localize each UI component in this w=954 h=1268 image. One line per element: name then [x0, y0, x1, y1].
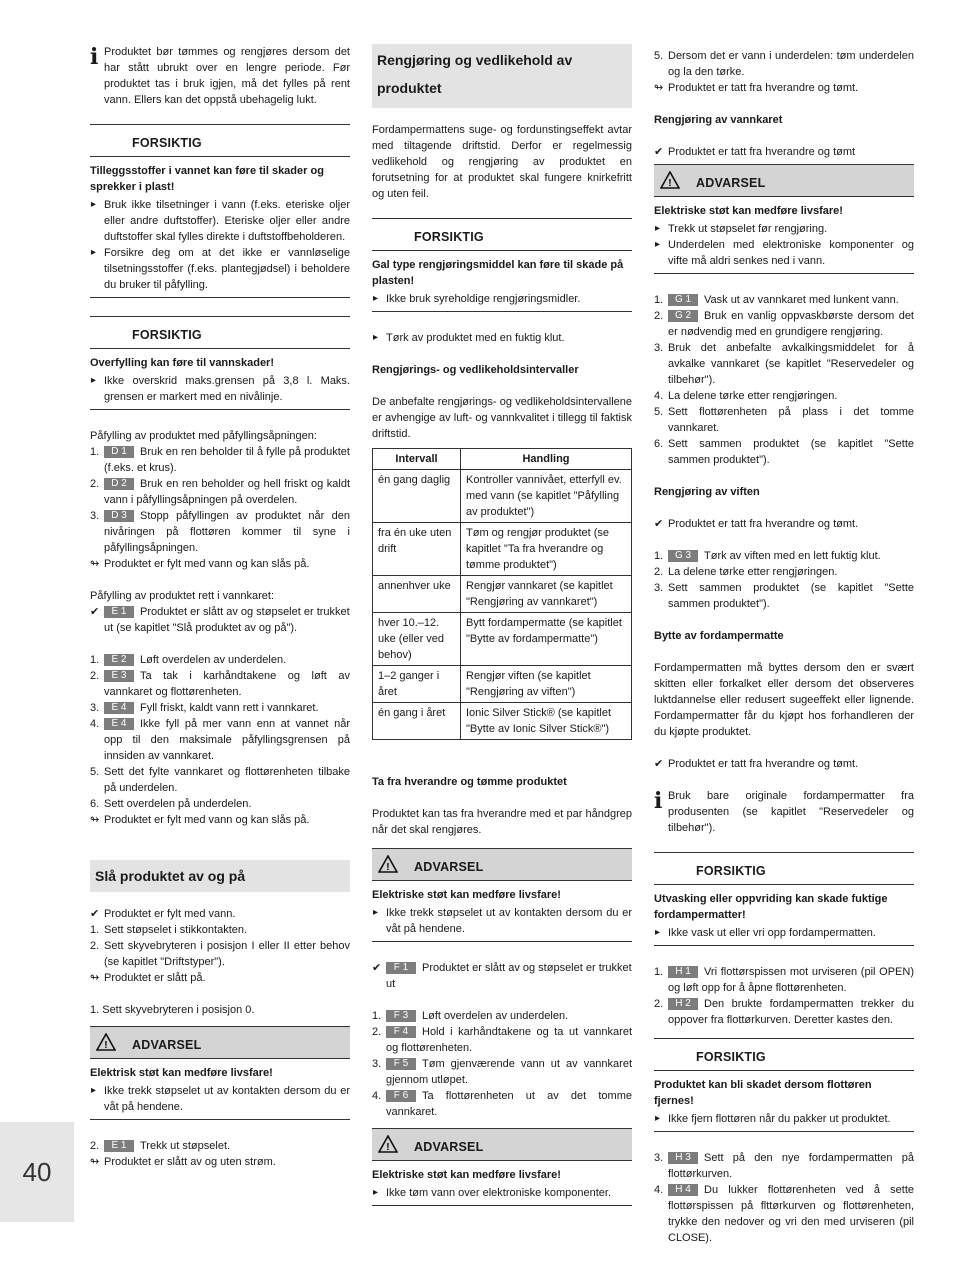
step: 5. Sett det fylte vannkaret og flottørenheten tilbake på underdelen.	[90, 766, 350, 794]
warning-triangle-icon	[660, 171, 680, 189]
warning-box: Elektrisk støt kan medføre livsfare! ▸ Ikke trekk støpselet ut av kontakten dersom du er våt på hendene.	[90, 1065, 350, 1120]
precondition: ✔ Produktet er tatt fra hverandre og tømt.	[654, 758, 859, 770]
result-line: ↬ Produktet er slått på.	[90, 972, 206, 984]
fill-intro: Påfylling av produktet med påfyllingsåpningen:	[90, 430, 317, 442]
caution-box: Gal type rengjøringsmiddel kan føre til skade på plasten! ▸ Ikke bruk syreholdige rengjøringsmidler.	[372, 257, 632, 312]
info-note: i Produktet bør tømmes og rengjøres dersom det har stått ubrukt over en lengre periode. Før produktet tas i bruk igjen, må det fylles på rent vann. Ellers kan det oppstå ubehagelig lukt.	[90, 44, 350, 106]
caution-box: Utvasking eller oppvriding kan skade fuktige fordampermatter! ▸ Ikke vask ut eller vri opp fordampermatten.	[654, 891, 914, 946]
step: 1. F 3 Løft overdelen av underdelen.	[372, 1010, 569, 1022]
figure-ref: F 5	[386, 1058, 416, 1070]
table-row: 1–2 ganger i året Rengjør viften (se kapitlet "Rengjøring av viften")	[373, 666, 632, 703]
caution-box: Produktet kan bli skadet dersom flottøren fjernes! ▸ Ikke fjern flottøren når du pakker ut produktet.	[654, 1077, 914, 1132]
figure-ref: D 1	[104, 446, 134, 458]
check-icon: ✔	[654, 518, 664, 530]
precondition: ✔ E 1 Produktet er slått av og støpselet er trukket ut (se kapitlet "Slå produktet av og på").	[90, 606, 350, 634]
check-icon: ✔	[654, 758, 664, 770]
warning-triangle-icon	[378, 1135, 398, 1153]
step: 4. E 4 Ikke fyll på mer vann enn at vannet når opp til den maksimale påfyllingsgrensen på innsiden av vannkaret.	[90, 718, 350, 762]
check-icon: ✔	[654, 146, 664, 158]
precondition: ✔ Produktet er tatt fra hverandre og tømt	[654, 146, 856, 158]
paragraph: De anbefalte rengjørings- og vedlikeholdsintervallene er avhengige av luft- og vannkvalitet i tillegg til faktisk driftstid.	[372, 396, 632, 440]
info-note: i Bruk bare originale fordampermatter fra produsenten (se kapitlet "Reservedeler og tilbehør").	[654, 788, 914, 834]
table-row: hver 10.–12. uke (eller ved behov) Bytt fordampermatte (se kapitlet "Bytte av fordampermatte")	[373, 613, 632, 666]
step: 2. D 2 Bruk en ren beholder og hell friskt og kaldt vann i påfyllingsåpningen på overdelen.	[90, 478, 350, 506]
info-icon: i	[90, 44, 99, 70]
step: 3. F 5 Tøm gjenværende vann ut av vannkaret gjennom utløpet.	[372, 1058, 632, 1086]
subheading: Bytte av fordampermatte	[654, 630, 784, 642]
tank-intro: Påfylling av produktet rett i vannkaret:	[90, 590, 275, 602]
paragraph: Fordampermatten må byttes dersom den er svært skitten eller forkalket eller dersom det observeres luktdannelse eller redusert sugeeffekt eller lignende. Fordampermatter får du kjøpt hos forhandleren der du kjøpte produktet.	[654, 662, 914, 738]
table-row: annenhver uke Rengjør vannkaret (se kapitlet "Rengjøring av vannkaret")	[373, 576, 632, 613]
bullet: ▸ Tørk av produktet med en fuktig klut.	[372, 330, 632, 346]
caution-header: FORSIKTIG	[654, 1038, 914, 1071]
paragraph: Produktet kan tas fra hverandre med et par håndgrep når det skal rengjøres.	[372, 808, 632, 836]
svg-text:!: !	[386, 862, 390, 873]
step: 1. D 1 Bruk en ren beholder til å fylle på produktet (f.eks. et krus).	[90, 446, 350, 474]
figure-ref: E 4	[104, 718, 134, 730]
subheading: Rengjøring av vannkaret	[654, 114, 783, 126]
step: 2. La delene tørke etter rengjøringen.	[654, 566, 838, 578]
table-row: fra én uke uten drift Tøm og rengjør produktet (se kapitlet "Ta fra hverandre og tømme produktet")	[373, 523, 632, 576]
figure-ref: F 3	[386, 1010, 416, 1022]
precondition: ✔ Produktet er fylt med vann.	[90, 908, 236, 920]
result-arrow-icon: ↬	[90, 1156, 100, 1168]
check-icon: ✔	[90, 908, 100, 920]
result-line: ↬ Produktet er tatt fra hverandre og tømt.	[654, 82, 859, 94]
step: 6. Sett sammen produktet (se kapitlet "Sette sammen produktet").	[654, 438, 914, 466]
subheading: Ta fra hverandre og tømme produktet	[372, 776, 567, 788]
warning-box: Elektriske støt kan medføre livsfare! ▸ Ikke tøm vann over elektroniske komponenter.	[372, 1167, 632, 1206]
result-arrow-icon: ↬	[90, 814, 100, 826]
precondition: ✔ Produktet er tatt fra hverandre og tømt.	[654, 518, 859, 530]
caution-header: FORSIKTIG	[372, 218, 632, 251]
step: 2. Sett skyvebryteren i posisjon I eller II etter behov (se kapitlet "Driftstyper").	[90, 940, 350, 968]
figure-ref: D 2	[104, 478, 134, 490]
table-row: én gang daglig Kontroller vannivået, etterfyll ev. med vann (se kapitlet "Påfylling av produktet")	[373, 470, 632, 523]
subheading: Rengjørings- og vedlikeholdsintervaller	[372, 364, 579, 376]
step: 3. E 4 Fyll friskt, kaldt vann rett i vannkaret.	[90, 702, 319, 714]
warning-header: ! ADVARSEL	[654, 164, 914, 197]
figure-ref: F 6	[386, 1090, 416, 1102]
step: 1. E 2 Løft overdelen av underdelen.	[90, 654, 287, 666]
check-icon: ✔	[90, 606, 100, 618]
step: 4. F 6 Ta flottørenheten ut av det tomme vannkaret.	[372, 1090, 632, 1118]
step: 2. E 1 Trekk ut støpselet.	[90, 1140, 231, 1152]
figure-ref: G 1	[668, 294, 698, 306]
step: 3. Bruk det anbefalte avkalkingsmiddelet for å avkalke vannkaret (se kapitlet "Reservedeler og tilbehør").	[654, 342, 914, 386]
intervals-table	[372, 448, 632, 740]
warning-triangle-icon	[378, 855, 398, 873]
step: 1. Sett støpselet i stikkontakten.	[90, 924, 248, 936]
figure-ref: D 3	[104, 510, 134, 522]
warning-header: ! ADVARSEL	[90, 1026, 350, 1059]
figure-ref: E 2	[104, 654, 134, 666]
table-header: Intervall	[373, 449, 461, 470]
step: 2. G 2 Bruk en vanlig oppvaskbørste dersom det er nødvendig med en grundigere rengjøring.	[654, 310, 914, 338]
figure-ref: G 2	[668, 310, 698, 322]
step: 5. Dersom det er vann i underdelen: tøm underdelen og la den tørke.	[654, 50, 914, 78]
figure-ref: E 3	[104, 670, 134, 682]
result-arrow-icon: ↬	[654, 82, 664, 94]
table-header: Handling	[461, 449, 632, 470]
result-line: ↬ Produktet er slått av og uten strøm.	[90, 1156, 276, 1168]
warning-box: Elektriske støt kan medføre livsfare! ▸ Ikke trekk støpselet ut av kontakten dersom du er våt på hendene.	[372, 887, 632, 942]
step: 6. Sett overdelen på underdelen.	[90, 798, 252, 810]
step: 1. Sett skyvebryteren i posisjon 0.	[90, 1004, 255, 1016]
section-title: Slå produktet av og på	[90, 860, 350, 892]
result-arrow-icon: ↬	[90, 558, 100, 570]
precondition: ✔ F 1 Produktet er slått av og støpselet er trukket ut	[372, 962, 632, 990]
figure-ref: H 3	[668, 1152, 698, 1164]
step: 2. F 4 Hold i karhåndtakene og ta ut vannkaret og flottørenheten.	[372, 1026, 632, 1054]
figure-ref: F 4	[386, 1026, 416, 1038]
step: 1. G 1 Vask ut av vannkaret med lunkent vann.	[654, 294, 899, 306]
column-3	[654, 48, 914, 1246]
warning-box: Elektriske støt kan medføre livsfare! ▸ Trekk ut støpselet før rengjøring. ▸ Underdelen med elektroniske komponenter og vifte må aldri senkes ned i vann.	[654, 203, 914, 274]
caution-header: FORSIKTIG	[90, 316, 350, 349]
figure-ref: H 1	[668, 966, 698, 978]
subheading: Rengjøring av viften	[654, 486, 760, 498]
caution-header: FORSIKTIG	[654, 852, 914, 885]
check-icon: ✔	[372, 962, 382, 974]
figure-ref: F 1	[386, 962, 416, 974]
svg-text:!: !	[386, 1142, 390, 1153]
warning-header: ! ADVARSEL	[372, 848, 632, 881]
step: 4. La delene tørke etter rengjøringen.	[654, 390, 838, 402]
warning-triangle-icon	[96, 1033, 116, 1051]
warning-header: ! ADVARSEL	[372, 1128, 632, 1161]
step: 2. H 2 Den brukte fordampermatten trekker du oppover fra flottørkurven. Deretter kastes den.	[654, 998, 914, 1026]
caution-box: Overfylling kan føre til vannskader! ▸ Ikke overskrid maks.grensen på 3,8 l. Maks. grensen er markert med en nivålinje.	[90, 355, 350, 410]
step: 3. Sett sammen produktet (se kapitlet "Sette sammen produktet").	[654, 582, 914, 610]
figure-ref: E 1	[104, 1140, 134, 1152]
caution-header: FORSIKTIG	[90, 124, 350, 157]
step: 2. E 3 Ta tak i karhåndtakene og løft av vannkaret og flottørenheten.	[90, 670, 350, 698]
figure-ref: G 3	[668, 550, 698, 562]
step: 1. G 3 Tørk av viften med en lett fuktig klut.	[654, 550, 881, 562]
result-arrow-icon: ↬	[90, 972, 100, 984]
result-line: ↬ Produktet er fylt med vann og kan slås på.	[90, 814, 310, 826]
figure-ref: H 2	[668, 998, 698, 1010]
svg-text:!: !	[668, 178, 672, 189]
paragraph: Fordampermattens suge- og fordunstingseffekt avtar med tiltagende driftstid. Derfor er regelmessig vedlikehold og rengjøring av produktet en forutsetning for at produktet skal fungere knirkefritt og uten feil.	[372, 124, 632, 200]
page-number: 40	[0, 1122, 74, 1222]
step: 5. Sett flottørenheten på plass i det tomme vannkaret.	[654, 406, 914, 434]
step: 4. H 4 Du lukker flottørenheten ved å sette flottørspissen på flttørkurven og flottørenheten, trykke den nedover og vri den med urviseren (pil CLOSE).	[654, 1184, 914, 1244]
column-2	[372, 44, 632, 1224]
table-row: én gang i året Ionic Silver Stick® (se kapitlet "Bytte av Ionic Silver Stick®")	[373, 703, 632, 740]
step: 3. D 3 Stopp påfyllingen av produktet når den nivåringen på flottøren kommer til syne i påfyllingsåpningen.	[90, 510, 350, 554]
svg-text:!: !	[104, 1040, 108, 1051]
info-icon: i	[654, 788, 663, 814]
caution-box: Tilleggsstoffer i vannet kan føre til skader og sprekker i plast! ▸ Bruk ikke tilsetninger i vann (f.eks. eteriske oljer eller andre duftstoffer). Eteriske oljer eller andre duftstoffer skal fylles direkte i duftstoffbeholderen. ▸ Forsikre deg om at det ikke er vannløselige tilsetningsstoffer (f.eks. plantegjødsel) i beholdere du bruker til påfylling.	[90, 163, 350, 298]
figure-ref: H 4	[668, 1184, 698, 1196]
column-1	[90, 44, 350, 1170]
step: 1. H 1 Vri flottørspissen mot urviseren (pil OPEN) og løft opp for å åpne flottørenheten.	[654, 966, 914, 994]
step: 3. H 3 Sett på den nye fordampermatten på flottørkurven.	[654, 1152, 914, 1180]
result-line: ↬ Produktet er fylt med vann og kan slås på.	[90, 558, 310, 570]
figure-ref: E 1	[104, 606, 134, 618]
figure-ref: E 4	[104, 702, 134, 714]
section-title: Rengjøring og vedlikehold av produktet	[372, 44, 632, 108]
